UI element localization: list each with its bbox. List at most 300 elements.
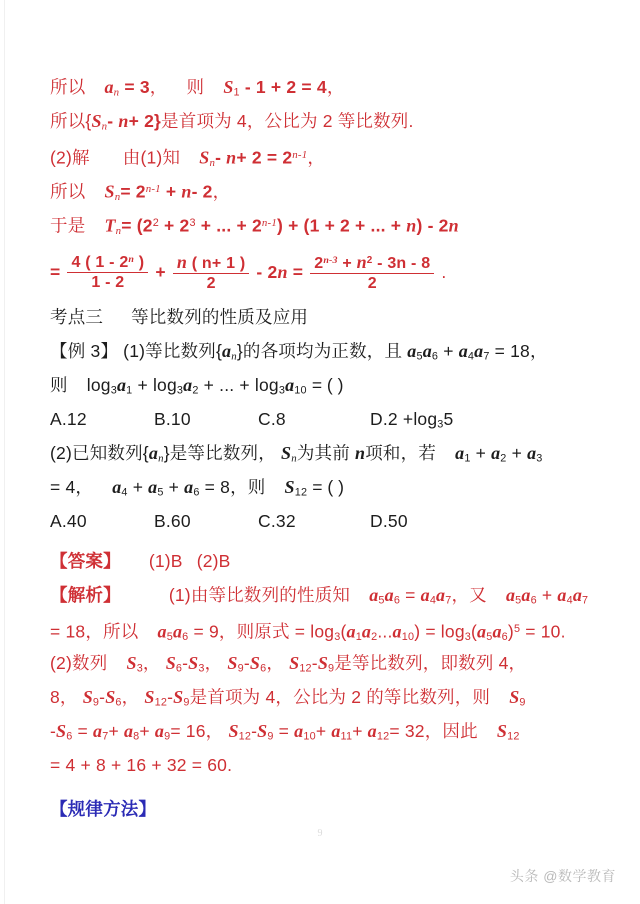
var-a: a: [148, 477, 158, 497]
p2-num: (2): [50, 653, 72, 673]
minus: -: [99, 687, 106, 707]
sub-n: n: [113, 86, 120, 99]
sub-12: 12: [238, 730, 252, 743]
eq-2nd: =: [292, 262, 304, 282]
sub-12: 12: [507, 730, 520, 743]
var-a: a: [294, 721, 304, 741]
var-S: S: [281, 443, 292, 463]
var-S: S: [227, 653, 238, 673]
var-a: a: [491, 443, 501, 463]
open-paren: (: [471, 621, 478, 642]
log-base-3: 3: [437, 418, 444, 431]
sub-1: 1: [464, 452, 471, 465]
var-a: a: [148, 443, 159, 463]
var-a: a: [116, 375, 127, 395]
var-a: a: [112, 477, 122, 497]
var-n: n: [118, 111, 129, 131]
watermark: 头条 @数学教育: [509, 868, 616, 884]
frac3-plus: +: [342, 254, 352, 272]
var-S: S: [249, 653, 261, 673]
exp-n-1: n-1: [261, 217, 277, 229]
part2-num: (2): [50, 443, 72, 463]
sub-9: 9: [164, 730, 171, 743]
sub-6: 6: [501, 631, 508, 644]
var-a: a: [458, 341, 468, 361]
log-base-3: 3: [334, 631, 341, 644]
answer-blank: = ( ): [312, 477, 344, 497]
close-paren: ): [414, 621, 421, 642]
label-2-jie: (2)解: [50, 147, 90, 168]
var-n: n: [355, 443, 366, 463]
exp-3: 3: [189, 217, 196, 229]
var-S: S: [199, 147, 210, 168]
log: log: [86, 375, 111, 395]
var-S: S: [173, 687, 184, 707]
sub-12: 12: [294, 486, 308, 499]
comma-suoyi: ，所以: [85, 621, 139, 642]
sub-6: 6: [66, 730, 73, 743]
page-left-border: [4, 0, 5, 904]
var-a: a: [123, 721, 134, 741]
var-S: S: [56, 721, 67, 741]
comma: ，: [142, 653, 161, 673]
plus: +: [132, 477, 144, 497]
comma: ，: [266, 653, 285, 673]
var-S: S: [105, 687, 116, 707]
text-shouxiang: 是首项为 4，公比为 2 等比数列.: [161, 111, 414, 131]
solution-line-5: [50, 206, 602, 240]
example-3-line-2: [50, 368, 602, 402]
var-S: S: [317, 653, 329, 673]
solution-line-6-fractions: [50, 244, 602, 300]
var-a: a: [477, 621, 487, 642]
answer-tag: 【答案】: [50, 551, 121, 571]
log-base-3: 3: [110, 384, 117, 397]
solution-line-1: [50, 70, 602, 104]
plus-2-eq-2: + 2 = 2: [236, 147, 293, 168]
option-B[interactable]: B.60: [154, 511, 191, 531]
sub-n: n: [101, 120, 108, 133]
sub-6: 6: [393, 594, 401, 607]
var-S: S: [257, 721, 268, 741]
minus: -: [167, 687, 174, 707]
solution-line-2: [50, 104, 602, 138]
option-A[interactable]: A.12: [50, 409, 87, 429]
var-n: n: [181, 181, 192, 202]
var-a: a: [392, 621, 402, 642]
var-a: a: [331, 721, 341, 741]
sub-10: 10: [401, 631, 415, 644]
eq-4: = 4: [50, 477, 76, 497]
analysis-p2-line-2: [50, 680, 602, 714]
var-a: a: [104, 77, 114, 97]
example-part1-text-b: }的各项均为正数，且: [236, 341, 403, 361]
sub-8: 8: [133, 730, 140, 743]
expr: - 1 + 2 =: [244, 77, 312, 97]
minus: -: [107, 111, 114, 131]
close-minus-2: ) - 2: [416, 215, 449, 236]
eq: =: [77, 721, 88, 741]
sub-9: 9: [328, 662, 335, 675]
option-D-prefix: D.2 +: [370, 409, 414, 429]
minus: -: [243, 653, 250, 673]
option-A[interactable]: A.40: [50, 511, 87, 531]
comma: ，: [75, 477, 94, 497]
minus: -: [182, 653, 189, 673]
sub-1: 1: [233, 86, 240, 99]
var-a: a: [455, 443, 465, 463]
sub-9: 9: [237, 662, 244, 675]
plus: +: [165, 181, 177, 202]
sub-n: n: [209, 157, 216, 170]
plus: +: [352, 721, 363, 741]
analysis-line-1: [50, 578, 602, 612]
fraction-2-numerator: [173, 253, 249, 274]
minus-2: - 2: [191, 181, 213, 202]
plus: +: [155, 262, 166, 282]
var-S: S: [496, 721, 508, 741]
sub-12: 12: [299, 662, 312, 675]
sub-6: 6: [115, 696, 122, 709]
final-sum: = 4 + 8 + 16 + 32 = 60.: [50, 755, 233, 775]
eq-10: = 10.: [525, 621, 566, 642]
frac3-sq: 2: [366, 254, 373, 266]
var-a: a: [361, 621, 372, 642]
var-a: a: [384, 585, 394, 605]
plus-2: + 2: [164, 215, 190, 236]
var-T: T: [104, 215, 116, 236]
eq-open-paren: = (2: [121, 215, 153, 236]
comma-2: ，: [326, 77, 345, 97]
sub-4: 4: [467, 350, 475, 363]
var-a: a: [572, 585, 583, 605]
sub-5: 5: [416, 350, 423, 363]
text-ze: 则: [186, 77, 205, 97]
plus: +: [315, 721, 327, 741]
eq-9: = 9: [193, 621, 219, 642]
log-base-3: 3: [278, 384, 286, 397]
sub-2: 2: [371, 631, 378, 644]
minus-2: - 2: [256, 262, 278, 282]
part2-text-c: 为其前: [296, 443, 350, 463]
answer-2: (2)B: [196, 551, 231, 571]
comma: ，: [204, 653, 223, 673]
sub-1: 1: [355, 631, 362, 644]
frac1-num-exp: n: [128, 253, 135, 265]
text-you-1-zhi: 由(1)知: [122, 147, 181, 168]
var-a: a: [557, 585, 567, 605]
p2-line1-tail: 是等比数列，即数列 4，: [334, 653, 527, 673]
log: log: [310, 621, 335, 642]
fraction-1-denominator: 1 - 2: [91, 273, 125, 291]
example-part2-line-1: [50, 436, 602, 470]
var-a: a: [346, 621, 356, 642]
frac2-num-rest: ( n+ 1 ): [191, 254, 246, 272]
p2-line2-tail: 是首项为 4，公比为 2 的等比数列，则: [189, 687, 491, 707]
method-tag: 【规律方法】: [50, 799, 157, 819]
sub-6: 6: [431, 350, 439, 363]
option-D-tail: 5: [443, 409, 454, 429]
eq-8: = 8: [204, 477, 231, 497]
plus: +: [108, 721, 119, 741]
frac3-tail: - 3n - 8: [377, 254, 431, 272]
text-ze: 则: [50, 375, 68, 395]
fraction-2-denominator: 2: [206, 274, 216, 292]
comma: ，: [121, 687, 140, 707]
var-S: S: [284, 477, 295, 497]
minus: -: [50, 721, 57, 741]
frac3-base-2: 2: [314, 254, 324, 272]
frac3-exp: n-3: [323, 254, 338, 266]
option-C[interactable]: C.32: [258, 511, 296, 531]
log-base-3: 3: [464, 631, 471, 644]
var-a: a: [521, 585, 531, 605]
comma: ，: [307, 147, 326, 168]
sub-9: 9: [183, 696, 190, 709]
part2-text-b: }是等比数列，: [163, 443, 276, 463]
frac2-var-n: n: [176, 251, 188, 272]
eq-18: = 18: [50, 621, 86, 642]
sub-9: 9: [519, 696, 526, 709]
var-S: S: [82, 687, 93, 707]
var-a: a: [407, 341, 417, 361]
var-n: n: [448, 215, 459, 236]
fraction-1: [67, 254, 148, 292]
minus: -: [311, 653, 318, 673]
exp-n-1: n-1: [292, 149, 308, 161]
section-heading: [50, 300, 602, 334]
sub-9: 9: [92, 696, 100, 709]
var-a: a: [369, 585, 379, 605]
result-4: 4: [316, 77, 327, 97]
comma-yinci: ，因此: [424, 721, 478, 741]
sub-5: 5: [515, 594, 522, 607]
period: .: [441, 262, 447, 282]
eq: =: [425, 621, 436, 642]
analysis-p1-num: (1): [168, 585, 191, 605]
sub-1: 1: [126, 384, 133, 397]
text-suoyi: 所以: [50, 77, 86, 97]
eq-3: = 3: [124, 77, 150, 97]
open-paren: (: [340, 621, 347, 642]
var-a: a: [172, 621, 183, 642]
var-S: S: [91, 111, 102, 131]
answer-1: (1)B: [148, 551, 183, 571]
comma: ，: [205, 721, 224, 741]
option-D[interactable]: D.50: [370, 511, 408, 531]
log: log: [254, 375, 279, 395]
var-a: a: [154, 721, 165, 741]
sub-4: 4: [566, 594, 573, 607]
sub-6: 6: [182, 631, 189, 644]
sub-3: 3: [536, 452, 543, 465]
fraction-2: [173, 253, 249, 293]
sub-12: 12: [154, 696, 168, 709]
sub-3: 3: [198, 662, 205, 675]
var-S: S: [223, 77, 234, 97]
var-a: a: [157, 621, 167, 642]
eq-16: = 16: [170, 721, 206, 741]
sub-7: 7: [445, 594, 452, 607]
sub-4: 4: [429, 594, 437, 607]
text-ze: ，则: [230, 477, 266, 497]
minus: -: [215, 147, 222, 168]
sub-12: 12: [376, 730, 390, 743]
option-B[interactable]: B.10: [154, 409, 191, 429]
frac3-var-n: n: [356, 251, 367, 272]
example-part1-text-a: 等比数列{: [145, 341, 223, 361]
example-part1-options: [50, 402, 602, 436]
fraction-1-numerator: [67, 254, 148, 273]
part2-text-d: 项和，若: [365, 443, 437, 463]
plus: +: [137, 375, 148, 395]
sub-5: 5: [166, 631, 173, 644]
close-open: ) + (1 + 2 + ... +: [276, 215, 402, 236]
method-heading: [50, 792, 602, 826]
eq-32: = 32: [389, 721, 425, 741]
sub-11: 11: [340, 730, 353, 743]
var-n: n: [226, 147, 237, 168]
sub-n: n: [115, 225, 122, 238]
comma: ，: [149, 77, 168, 97]
sub-n: n: [291, 452, 297, 465]
example-part2-options: [50, 504, 602, 538]
solution-line-3: [50, 138, 602, 172]
var-a: a: [222, 341, 232, 361]
answer-line: [50, 544, 602, 578]
frac1-num-base: 4 ( 1 - 2: [71, 253, 129, 271]
eq: =: [405, 585, 416, 605]
document-content: [50, 70, 602, 826]
text-suoyi: 所以: [50, 181, 86, 202]
section-heading-label: 考点三: [50, 307, 104, 327]
comma: ，: [530, 341, 548, 361]
exp-2: 2: [152, 217, 159, 229]
part2-text-a: 已知数列{: [72, 443, 149, 463]
log-base-3: 3: [176, 384, 184, 397]
sub-7: 7: [483, 350, 490, 363]
var-S: S: [104, 181, 115, 202]
var-n: n: [277, 262, 288, 282]
eq-18: = 18: [494, 341, 530, 361]
sub-6: 6: [175, 662, 183, 675]
dots: ...: [377, 621, 393, 642]
analysis-p2-line-1: [50, 646, 602, 680]
analysis-p2-line-3: [50, 714, 602, 748]
sub-n: n: [158, 452, 164, 465]
sub-5: 5: [378, 594, 385, 607]
var-S: S: [289, 653, 300, 673]
var-a: a: [184, 477, 194, 497]
plus: +: [168, 477, 180, 497]
var-a: a: [436, 585, 446, 605]
dots-plus-2: + ... + 2: [200, 215, 262, 236]
log: log: [440, 621, 465, 642]
minus: -: [251, 721, 258, 741]
log: log: [413, 409, 438, 429]
example-3-line-1: [50, 334, 602, 368]
text-yushi: 于是: [50, 215, 86, 236]
var-S: S: [228, 721, 239, 741]
exp-n-1: n-1: [145, 183, 161, 195]
var-a: a: [183, 375, 193, 395]
sub-7: 7: [102, 730, 109, 743]
num-8: 8，: [50, 687, 78, 707]
analysis-p1-text: 由等比数列的性质知: [190, 585, 351, 605]
answer-blank: = ( ): [311, 375, 344, 395]
sub-2: 2: [192, 384, 199, 397]
dots: + ... +: [203, 375, 250, 395]
comma: ，: [212, 181, 231, 202]
plus: +: [541, 585, 553, 605]
sub-4: 4: [121, 486, 128, 499]
sub-6: 6: [260, 662, 267, 675]
comma-you: ，又: [451, 585, 487, 605]
var-a: a: [422, 341, 432, 361]
var-a: a: [492, 621, 502, 642]
var-a: a: [474, 341, 484, 361]
var-a: a: [527, 443, 537, 463]
plus: +: [139, 721, 150, 741]
sub-9: 9: [267, 730, 274, 743]
close-paren: ): [507, 621, 514, 642]
fraction-3: [310, 253, 434, 293]
var-n: n: [406, 215, 417, 236]
eq: =: [278, 721, 290, 741]
var-a: a: [93, 721, 103, 741]
page-number: 9: [317, 828, 323, 839]
sub-2: 2: [500, 452, 507, 465]
var-S: S: [126, 653, 137, 673]
var-S: S: [188, 653, 199, 673]
var-S: S: [165, 653, 176, 673]
example-tag: 【例 3】: [50, 341, 119, 361]
sub-6: 6: [193, 486, 200, 499]
analysis-tag: 【解析】: [50, 585, 121, 605]
text-suoyi-brace: 所以{: [50, 111, 92, 131]
sub-10: 10: [294, 384, 307, 397]
sub-6: 6: [530, 594, 537, 607]
eq-2: = 2: [120, 181, 146, 202]
sub-5: 5: [486, 631, 493, 644]
var-a: a: [420, 585, 430, 605]
var-a: a: [505, 585, 516, 605]
analysis-p2-line-4: [50, 748, 602, 782]
example-part1-num: (1): [123, 341, 146, 361]
var-S: S: [509, 687, 520, 707]
eq: =: [50, 262, 61, 282]
frac1-num-tail: ): [134, 253, 145, 271]
text-shulie: 数列: [72, 653, 108, 673]
sub-10: 10: [303, 730, 316, 743]
plus: +: [475, 443, 487, 463]
plus-2-brace: + 2}: [128, 111, 162, 131]
text-yuanshi: ，则原式 =: [218, 621, 306, 642]
solution-line-4: [50, 172, 602, 206]
sub-7: 7: [582, 594, 589, 607]
var-S: S: [144, 687, 155, 707]
plus: +: [443, 341, 454, 361]
power-5: 5: [513, 623, 521, 635]
section-heading-title: 等比数列的性质及应用: [131, 307, 309, 327]
fraction-3-numerator: [310, 253, 434, 274]
sub-n: n: [114, 191, 121, 204]
var-a: a: [367, 721, 377, 741]
analysis-line-2: [50, 612, 602, 646]
plus: +: [511, 443, 523, 463]
option-C[interactable]: C.8: [258, 409, 286, 429]
sub-3: 3: [136, 662, 143, 675]
